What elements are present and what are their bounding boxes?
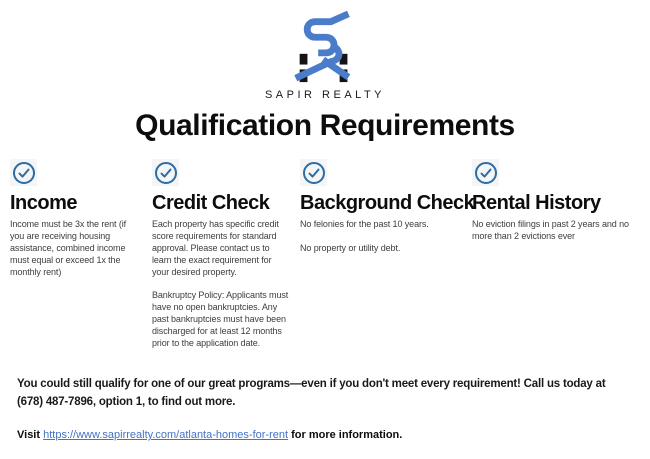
column-paragraph: Bankruptcy Policy: Applicants must have no open bankruptcies. Any past bankruptcies must have been discharged for at least 12 months prior to the application date. <box>152 290 289 348</box>
page-title: Qualification Requirements <box>135 109 515 142</box>
check-circle-icon <box>154 161 178 185</box>
column-heading: Credit Check <box>152 192 270 214</box>
icon-box <box>152 159 179 186</box>
column-paragraph: Income must be 3x the rent (if you are receiving housing assistance, combined income must equal or exceed 1x the monthly rent) <box>10 219 127 277</box>
brand-name: SAPIR REALTY <box>264 89 386 101</box>
website-link[interactable]: https://www.sapirrealty.com/atlanta-homes-for-rent <box>43 429 289 442</box>
check-circle-icon <box>302 161 326 185</box>
column-paragraph: No eviction filings in past 2 years and no more than 2 evictions ever <box>472 219 629 241</box>
icon-box <box>300 159 327 186</box>
column-credit-check <box>152 159 290 362</box>
logo-block <box>0 0 650 101</box>
column-heading: Rental History <box>472 192 601 214</box>
icon-box <box>10 159 37 186</box>
column-background-check <box>300 159 475 362</box>
column-paragraph: No felonies for the past 10 years. <box>300 219 429 229</box>
check-circle-icon <box>474 161 498 185</box>
footer-prefix: Visit <box>17 429 44 442</box>
column-heading: Income <box>10 192 78 214</box>
check-circle-icon <box>12 161 36 185</box>
sapir-realty-logo-icon <box>286 8 364 86</box>
column-heading: Background Check <box>300 192 475 214</box>
footer-line <box>17 429 634 441</box>
column-paragraph: No property or utility debt. <box>300 242 401 253</box>
column-income <box>10 159 142 362</box>
icon-box <box>472 159 499 186</box>
footer-suffix: for more information. <box>288 429 403 442</box>
column-paragraph: Each property has specific credit score requirements for standard approval. Please contact us to learn the exact requirement for your desired property. <box>152 219 279 277</box>
qualify-callout: You could still qualify for one of our great programs—even if you don't meet every requirement! Call us today at (678) 487-7896, option 1, to find out more. <box>17 377 606 408</box>
column-rental-history <box>472 159 648 362</box>
requirements-columns <box>10 159 650 362</box>
